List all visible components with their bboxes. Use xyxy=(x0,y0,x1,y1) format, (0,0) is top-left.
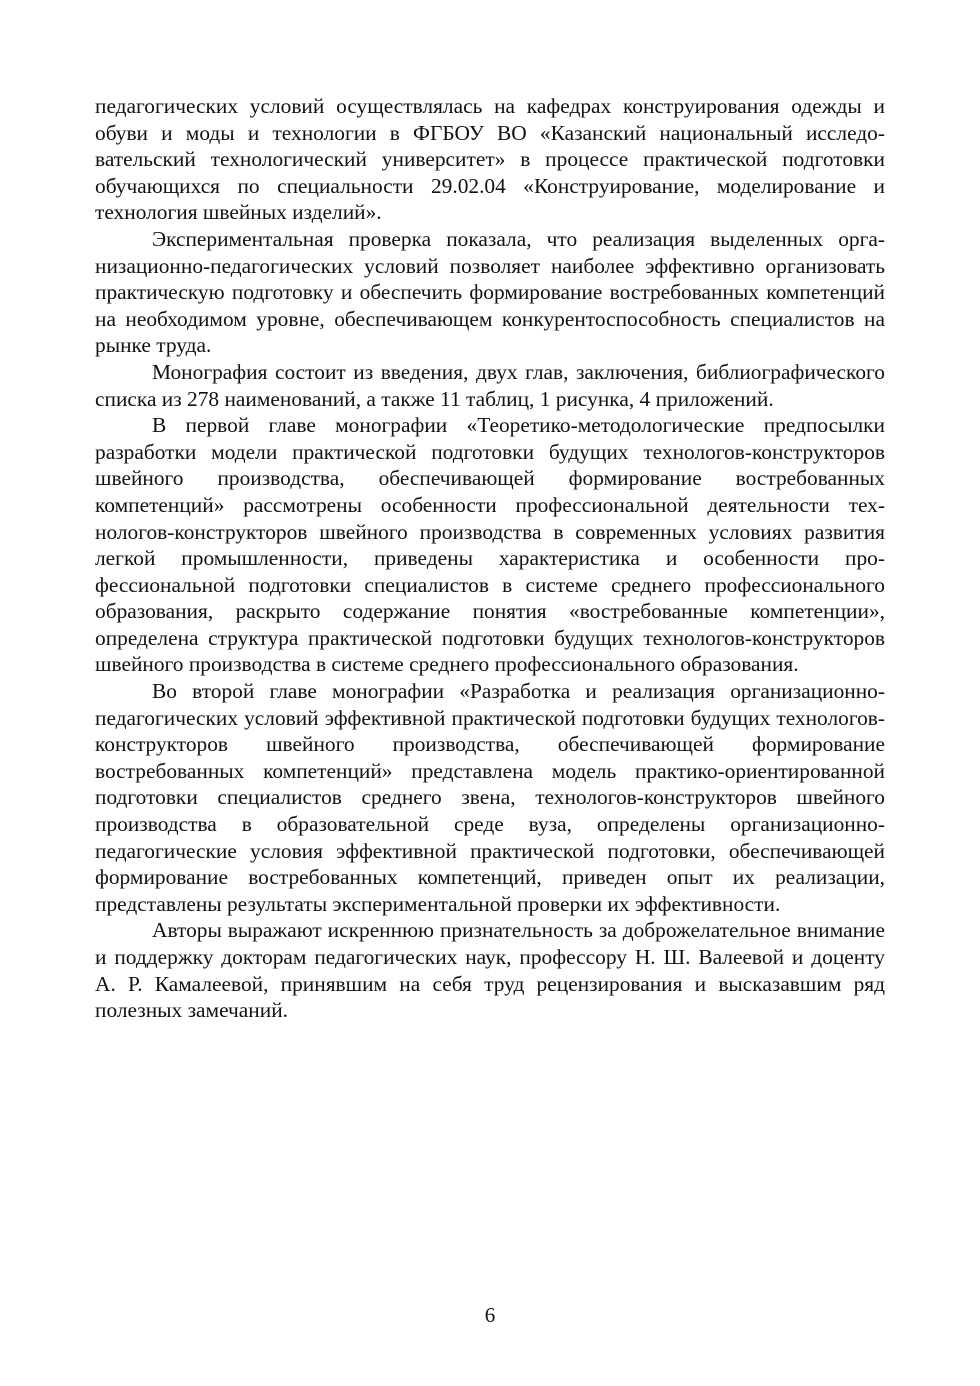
paragraph-chapter-one: В первой главе монографии «Теоретико-методологические предпосылки разработки модели практической подготовки будущих технологов-конструкторов швейного производства, обеспечивающей формирование востребованных компетенций» рассмотрены особенности профессиональной деятельности технологов-конструкторов швейного производства в современных условиях развития легкой промышленности, приведены характеристика и особенности профессиональной подготовки специалистов в системе среднего профессионального образования, раскрыто содержание понятия «востребованные компетенции», определена структура практической подготовки будущих технологов-конструкторов швейного производства в системе среднего профессионального образования. xyxy=(95,413,885,677)
page-body xyxy=(95,93,885,1024)
paragraph-monograph-structure: Монография состоит из введения, двух глав, заключения, библиографического списка из 278 наименований, а также 11 таблиц, 1 рисунка, 4 приложений. xyxy=(95,359,885,411)
page-number: 6 xyxy=(484,1303,496,1327)
paragraph-continuation: педагогических условий осуществлялась на кафедрах конструирования одежды и обуви и моды и технологии в ФГБОУ ВО «Казанский национальный исследовательский технологический университет» в процессе практической подготовки обучающихся по специальности 29.02.04 «Конструирование, моделирование и технология швейных изделий». xyxy=(95,94,885,225)
paragraph-experimental-check: Экспериментальная проверка показала, что реализация выделенных организационно-педагогических условий позволяет наиболее эффективно организовать практическую подготовку и обеспечить формирование востребованных компетенций на необходимом уровне, обеспечивающем конкурентоспособность специалистов на рынке труда. xyxy=(95,226,885,358)
paragraph-acknowledgements: Авторы выражают искреннюю признательность за доброжелательное внимание и поддержку докторам педагогических наук, профессору Н. Ш. Валеевой и доценту А. Р. Камалеевой, принявшим на себя труд рецензирования и высказавшим ряд полезных замечаний. xyxy=(95,918,885,1023)
paragraph-chapter-two: Во второй главе монографии «Разработка и реализация организационно-педагогических условий эффективной практической подготовки будущих технологов-конструкторов швейного производства, обеспечивающей формирование востребованных компетенций» представлена модель практико-ориентированной подготовки специалистов среднего звена, технологов-конструкторов швейного производства в образовательной среде вуза, определены организационно-педагогические условия эффективной практической подготовки, обеспечивающей формирование востребованных компетенций, приведен опыт их реализации, представлены результаты экспериментальной проверки их эффективности. xyxy=(95,679,885,916)
